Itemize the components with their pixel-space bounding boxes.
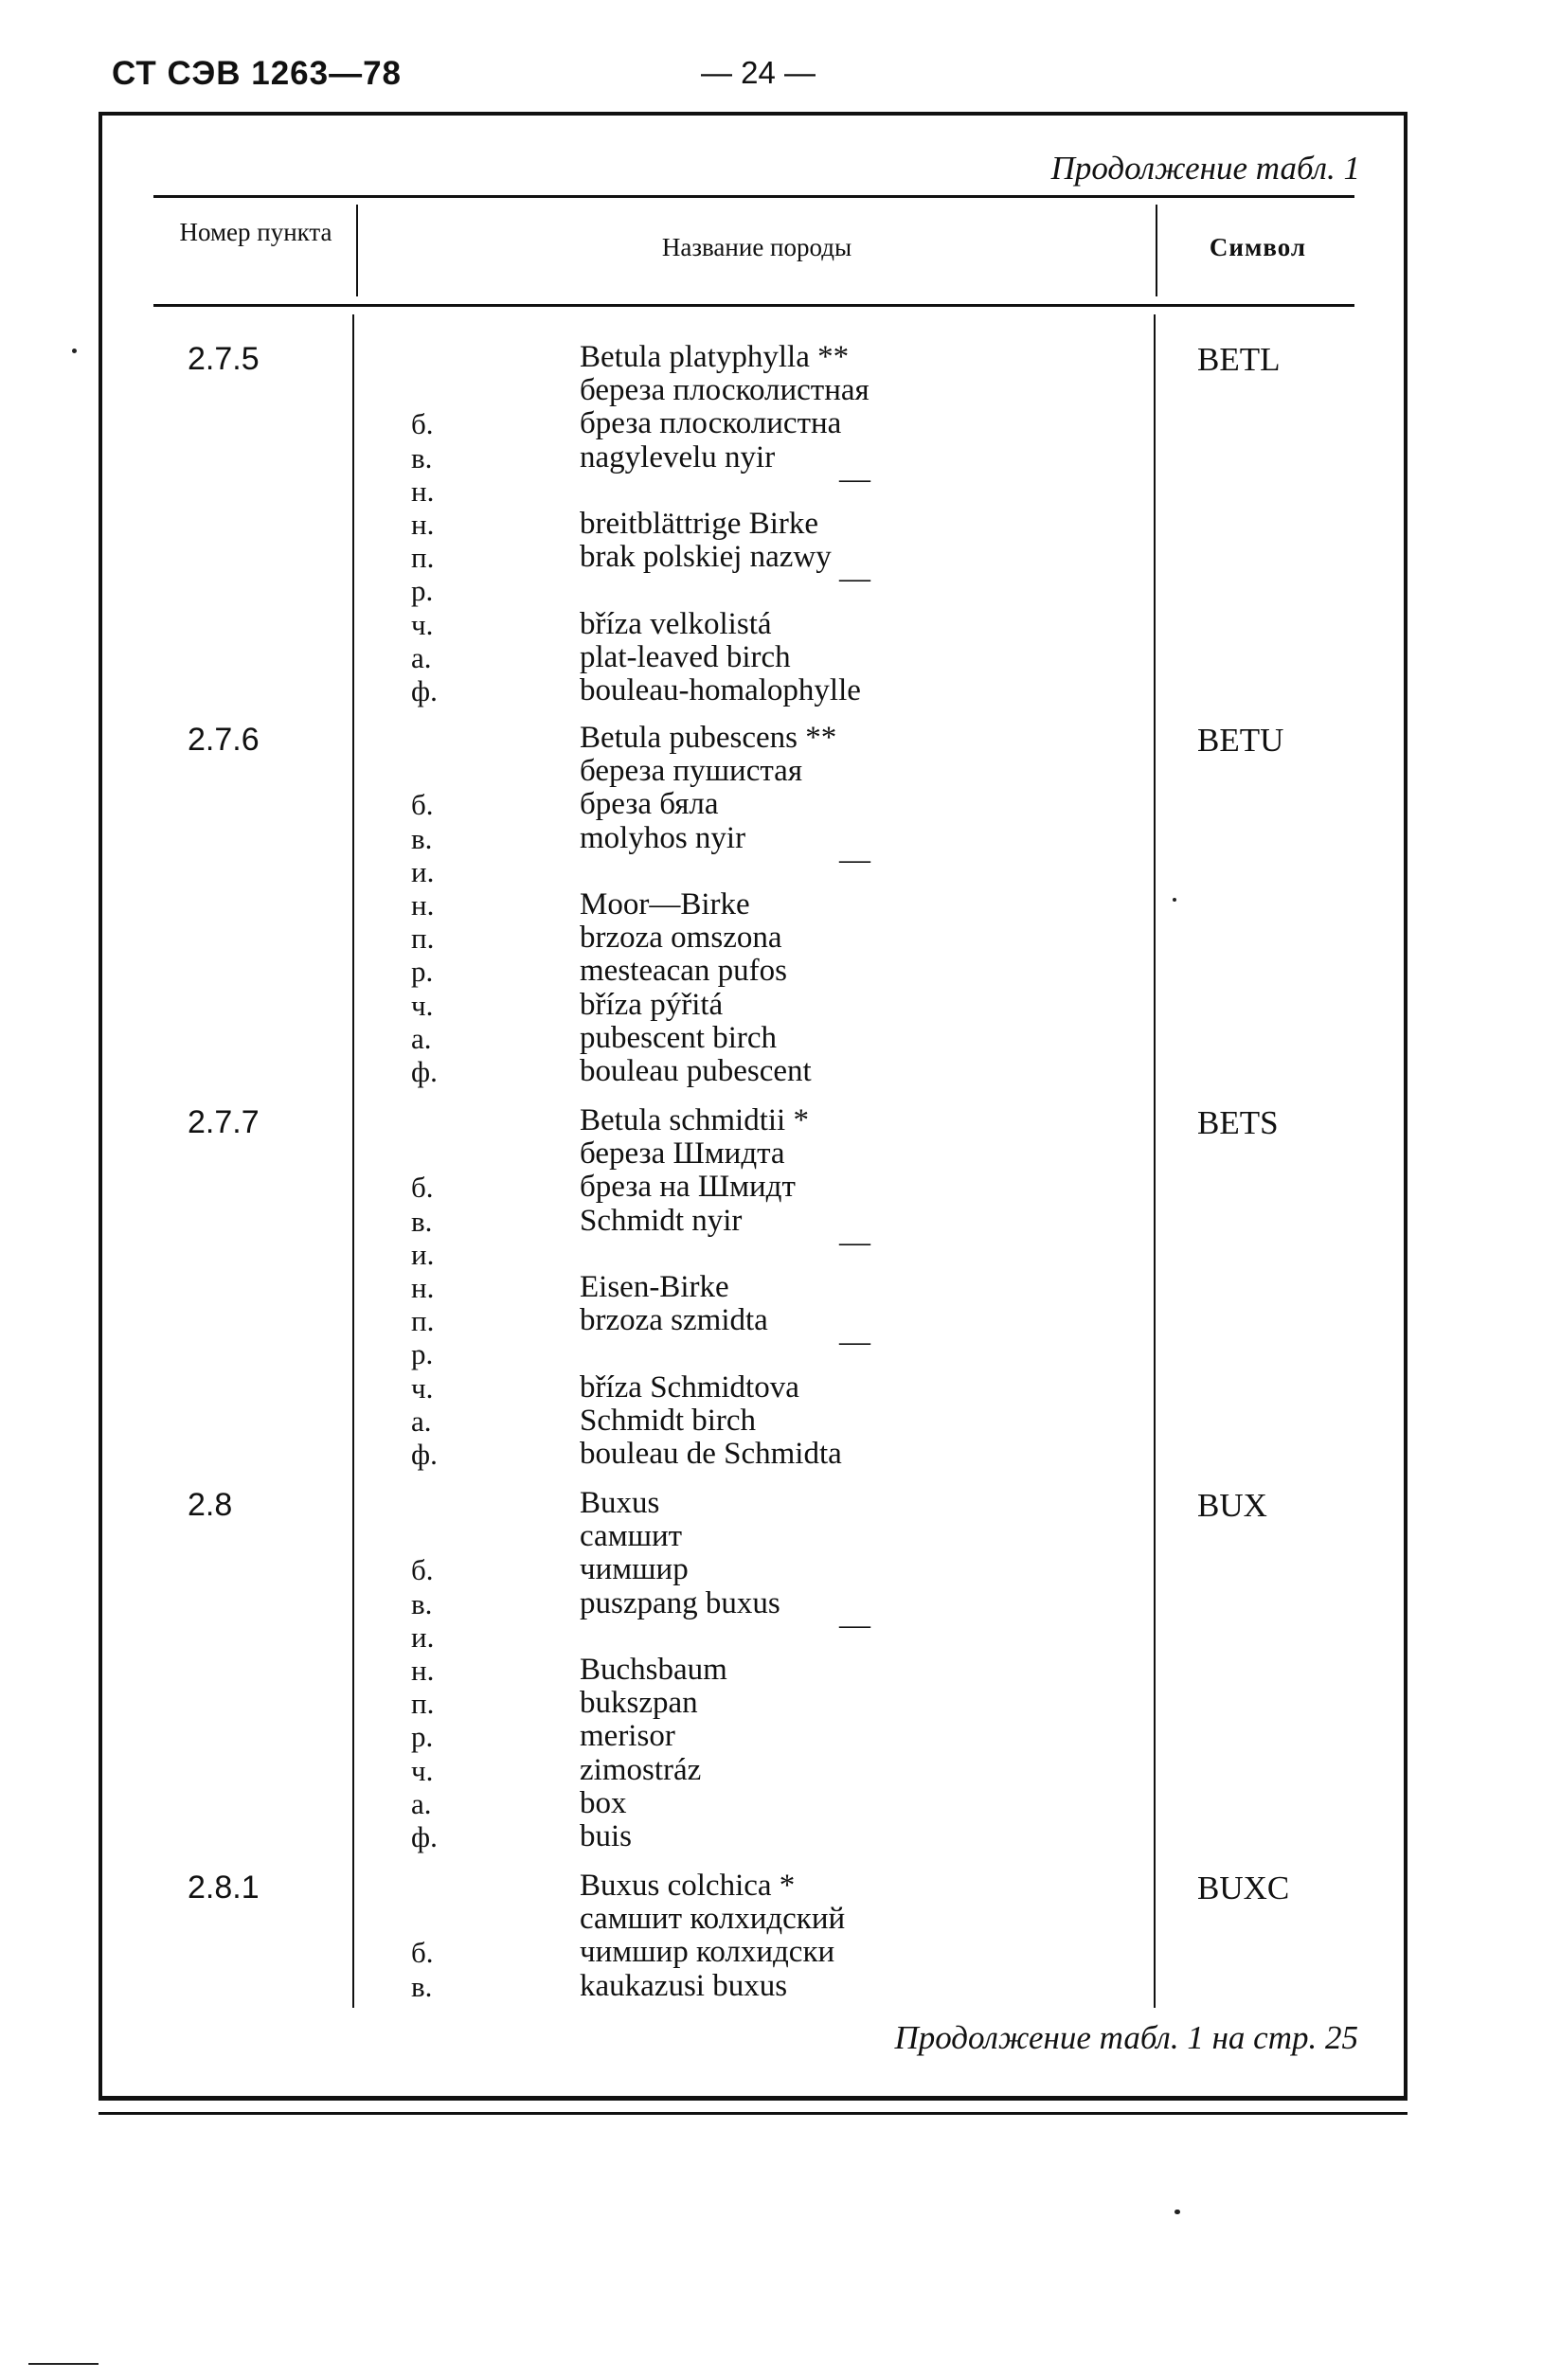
language-code: и. [411,1238,435,1271]
language-code: в. [411,1587,433,1620]
species-name: Betula platyphylla ** [580,340,850,374]
translated-name: bříza pýřitá [580,988,724,1022]
language-code: б. [411,1171,434,1204]
translated-name: nagylevelu nyir [580,440,776,474]
language-code: ч. [411,1371,434,1405]
column-header-number: Номер пункта [179,218,332,246]
species-name: береза пушистая [580,754,803,788]
entry-number: 2.8 [188,1487,233,1523]
entry-number: 2.8.1 [188,1870,260,1906]
language-code: а. [411,1022,432,1055]
no-name-dash: — [839,462,870,496]
scan-speck [72,349,77,353]
language-code: и. [411,1620,435,1654]
frame-top-border [99,112,1408,116]
translated-name: Schmidt nyir [580,1204,743,1238]
translated-name: bouleau-homalophylle [580,673,861,707]
language-code: п. [411,541,435,574]
language-code: а. [411,641,432,674]
scan-speck [28,2363,99,2365]
translated-name: Schmidt birch [580,1404,757,1438]
entry-symbol: BUX [1197,1487,1267,1524]
table-entry [0,722,1542,1101]
translated-name: бреза бяла [580,787,719,821]
entry-number: 2.7.6 [188,722,260,758]
entry-symbol: BETL [1197,341,1281,378]
translated-name: Eisen-Birke [580,1270,729,1304]
language-code: ф. [411,1820,438,1853]
translated-name: merisor [580,1719,675,1753]
language-code: и. [411,855,435,888]
table-top-rule [153,195,1354,198]
entry-symbol: BETU [1197,722,1284,759]
language-code: в. [411,822,433,855]
header-column-divider [1156,205,1157,296]
entry-number: 2.7.5 [188,341,260,377]
language-code: ф. [411,674,438,707]
table-entry [0,1870,1542,2248]
header-column-divider [356,205,358,296]
no-name-dash: — [839,1325,870,1359]
language-code: п. [411,1304,435,1337]
translated-name: breitblättrige Birke [580,507,818,541]
table-entry [0,1487,1542,1866]
translated-name: чимшир колхидски [580,1935,835,1969]
translated-name: Buchsbaum [580,1653,727,1687]
no-name-dash: — [839,843,870,877]
language-code: ч. [411,1754,434,1787]
language-code: а. [411,1405,432,1438]
language-code: в. [411,1205,433,1238]
translated-name: molyhos nyir [580,821,746,855]
column-header-species-name: Название породы [661,233,852,261]
entry-symbol: BUXC [1197,1870,1290,1906]
table-entry [0,341,1542,720]
translated-name: buis [580,1819,633,1853]
translated-name: brzoza szmidta [580,1303,768,1337]
species-name: Betula pubescens ** [580,721,837,755]
translated-name: бреза на Шмидт [580,1170,796,1204]
species-name: береза плосколистная [580,373,870,407]
table-continuation-caption: Продолжение табл. 1 [1050,150,1360,187]
language-code: н. [411,474,435,508]
table-entry [0,1104,1542,1483]
language-code: ч. [411,989,434,1022]
table-header-rule [153,304,1354,307]
language-code: в. [411,1970,433,2003]
table-continued-on-next-page: Продолжение табл. 1 на стр. 25 [894,2019,1358,2056]
language-code: в. [411,441,433,474]
translated-name: Moor—Birke [580,887,750,922]
language-code: п. [411,922,435,955]
translated-name: bříza velkolistá [580,607,772,641]
species-name: самшит [580,1519,683,1553]
translated-name: bouleau pubescent [580,1054,812,1088]
species-name: самшит колхидский [580,1902,846,1936]
language-code: а. [411,1787,432,1820]
language-code: н. [411,1271,435,1304]
language-code: н. [411,1654,435,1687]
language-code: р. [411,1337,434,1370]
language-code: н. [411,508,435,541]
scan-speck [1174,2210,1180,2214]
translated-name: mesteacan pufos [580,954,787,988]
language-code: п. [411,1687,435,1720]
no-name-dash: — [839,562,870,596]
species-name: береза Шмидта [580,1136,785,1171]
species-name: Buxus colchica * [580,1869,796,1903]
translated-name: bříza Schmidtova [580,1370,799,1405]
language-code: р. [411,955,434,988]
language-code: н. [411,888,435,922]
translated-name: puszpang buxus [580,1586,780,1620]
language-code: р. [411,1720,434,1753]
translated-name: zimostráz [580,1753,702,1787]
no-name-dash: — [839,1226,870,1260]
language-code: ч. [411,608,434,641]
language-code: б. [411,1936,434,1969]
entry-symbol: BETS [1197,1104,1279,1141]
translated-name: brzoza omszona [580,921,782,955]
language-code: б. [411,1553,434,1586]
column-header-symbol: Символ [1209,233,1307,261]
language-code: р. [411,574,434,607]
translated-name: brak polskiej nazwy [580,540,832,574]
no-name-dash: — [839,1608,870,1642]
entry-number: 2.7.7 [188,1104,260,1140]
translated-name: бреза плосколистна [580,406,842,440]
translated-name: box [580,1786,627,1820]
language-code: ф. [411,1055,438,1088]
translated-name: bukszpan [580,1686,698,1720]
translated-name: bouleau de Schmidta [580,1437,842,1471]
page-number: — 24 — [701,55,816,90]
translated-name: kaukazusi buxus [580,1969,788,2003]
translated-name: plat-leaved birch [580,640,791,674]
species-name: Betula schmidtii * [580,1103,809,1137]
language-code: ф. [411,1438,438,1471]
translated-name: чимшир [580,1552,689,1586]
language-code: б. [411,407,434,440]
translated-name: pubescent birch [580,1021,778,1055]
scan-speck [1173,898,1176,902]
language-code: б. [411,788,434,821]
document-code: СТ СЭВ 1263—78 [112,55,403,92]
species-name: Buxus [580,1486,660,1520]
